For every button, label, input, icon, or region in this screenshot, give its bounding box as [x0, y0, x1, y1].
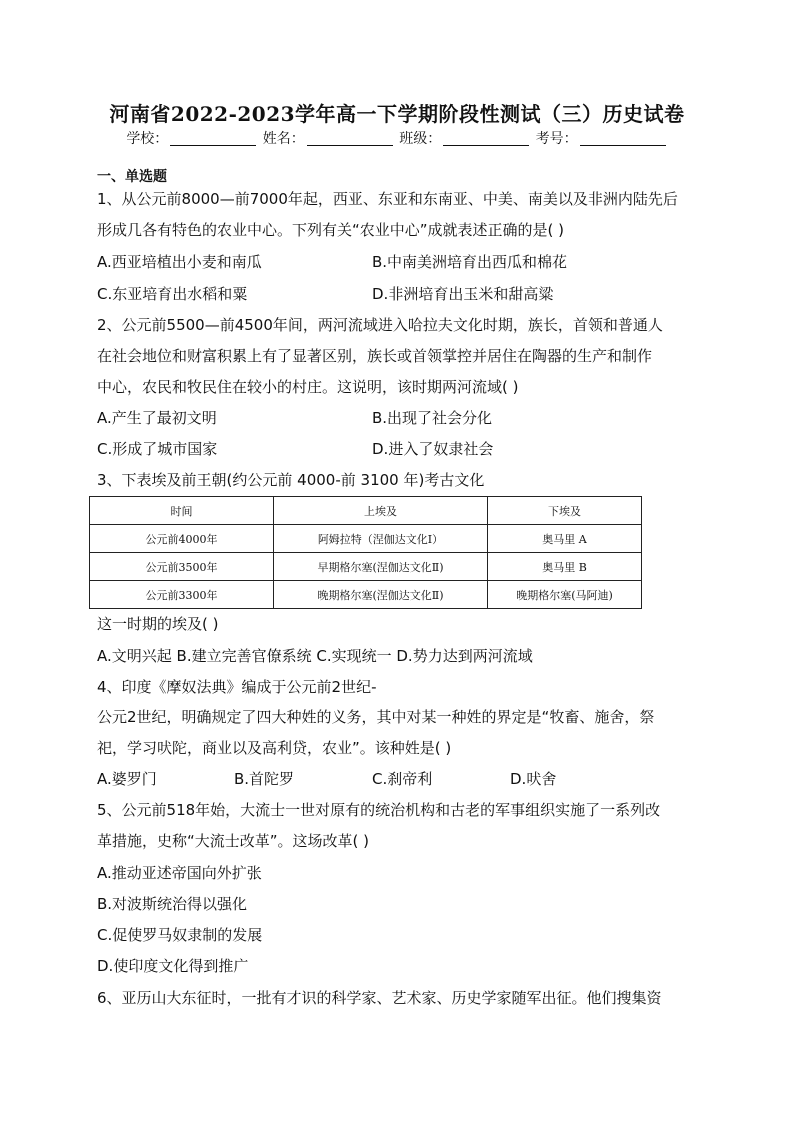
table-cell: 晚期格尔塞(涅伽达文化Ⅱ) — [274, 581, 488, 609]
table-row — [90, 525, 642, 553]
table-cell: 奥马里 A — [488, 525, 642, 553]
name-label: 姓名： — [262, 131, 305, 147]
q2-option-c: C.形成了城市国家 — [97, 440, 218, 458]
exam-title: 河南省2022-2023学年高一下学期阶段性测试（三）历史试卷 — [109, 102, 685, 126]
q4-stem-line2: 公元2世纪，明确规定了四大种姓的义务，其中对某一种姓的界定是“牧畜、施舍，祭 — [97, 708, 655, 726]
q5-option-a: A.推动亚述帝国向外扩张 — [97, 864, 262, 882]
student-info-row — [0, 128, 794, 148]
q4-stem-line3: 祀，学习吠陀，商业以及高利贷，农业”。该种姓是( ) — [97, 739, 452, 757]
q5-stem-line1: 5、公元前518年始，大流士一世对原有的统治机构和古老的军事组织实施了一系列改 — [97, 801, 661, 819]
q2-option-d: D.进入了奴隶社会 — [372, 440, 494, 458]
table-header-cell: 下埃及 — [488, 497, 642, 525]
table-row — [90, 553, 642, 581]
school-label: 学校： — [126, 131, 169, 147]
q6-stem-line1: 6、亚历山大东征时，一批有才识的科学家、艺术家、历史学家随军出征。他们搜集资 — [97, 989, 662, 1007]
q2-option-a: A.产生了最初文明 — [97, 409, 217, 427]
table-cell: 早期格尔塞(涅伽达文化Ⅱ) — [274, 553, 488, 581]
q5-option-b: B.对波斯统治得以强化 — [97, 895, 248, 913]
q1-stem-line1: 1、从公元前8000—前7000年起，西亚、东亚和东南亚、中美、南美以及非洲内陆先后 — [97, 190, 678, 208]
q2-stem-line2: 在社会地位和财富积累上有了显著区别，族长或首领掌控并居住在陶器的生产和制作 — [97, 347, 653, 365]
q5-option-c: C.促使罗马奴隶制的发展 — [97, 926, 263, 944]
class-blank[interactable] — [443, 131, 529, 146]
q1-option-c: C.东亚培育出水稻和粟 — [97, 285, 248, 303]
q1-option-a: A.西亚培植出小麦和南瓜 — [97, 253, 262, 271]
q3-stem-line2: 这一时期的埃及( ) — [97, 615, 219, 633]
archaeology-table — [89, 496, 642, 609]
table-cell: 公元前3300年 — [90, 581, 274, 609]
q3-options: A.文明兴起 B.建立完善官僚系统 C.实现统一 D.势力达到两河流域 — [97, 647, 533, 665]
table-cell: 奥马里 B — [488, 553, 642, 581]
q2-stem-line3: 中心，农民和牧民住在较小的村庄。这说明，该时期两河流域( ) — [97, 378, 519, 396]
q5-option-d: D.使印度文化得到推广 — [97, 957, 249, 975]
section-heading: 一、单选题 — [97, 169, 167, 185]
q1-option-d: D.非洲培育出玉米和甜高粱 — [372, 285, 554, 303]
q2-option-b: B.出现了社会分化 — [372, 409, 493, 427]
table-header-cell: 上埃及 — [274, 497, 488, 525]
q3-stem-line1: 3、下表埃及前王朝(约公元前 4000-前 3100 年)考古文化 — [97, 471, 485, 489]
q1-stem-line2: 形成几各有特色的农业中心。下列有关“农业中心”成就表述正确的是( ) — [97, 221, 565, 239]
table-cell: 公元前4000年 — [90, 525, 274, 553]
q5-stem-line2: 革措施，史称“大流士改革”。这场改革( ) — [97, 832, 370, 850]
table-header-cell: 时间 — [90, 497, 274, 525]
table-header-row — [90, 497, 642, 525]
table-cell: 阿姆拉特（涅伽达文化Ⅰ） — [274, 525, 488, 553]
q4-option-c: C.刹帝利 — [372, 770, 433, 788]
q1-option-b: B.中南美洲培育出西瓜和棉花 — [372, 253, 568, 271]
q4-stem-line1: 4、印度《摩奴法典》编成于公元前2世纪- — [97, 678, 377, 696]
table-cell: 公元前3500年 — [90, 553, 274, 581]
table-cell: 晚期格尔塞(马阿迪) — [488, 581, 642, 609]
q4-option-b: B.首陀罗 — [234, 770, 295, 788]
name-blank[interactable] — [307, 131, 393, 146]
q2-stem-line1: 2、公元前5500—前4500年间，两河流域进入哈拉夫文化时期，族长，首领和普通人 — [97, 316, 663, 334]
school-blank[interactable] — [170, 131, 256, 146]
number-label: 考号： — [535, 131, 578, 147]
table-row — [90, 581, 642, 609]
number-blank[interactable] — [580, 131, 666, 146]
q4-option-a: A.婆罗门 — [97, 770, 157, 788]
class-label: 班级： — [399, 131, 442, 147]
q4-option-d: D.吠舍 — [510, 770, 557, 788]
